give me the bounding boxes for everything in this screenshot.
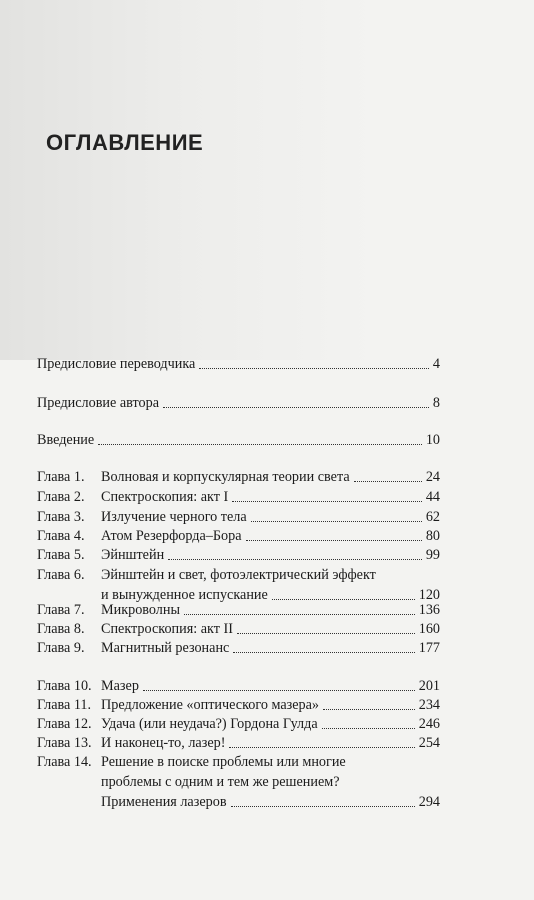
chapter-page: 201 [418, 678, 440, 694]
leader-dots [168, 558, 422, 560]
leader-dots [323, 708, 415, 710]
leader-dots [163, 406, 429, 408]
chapter-title-line-2: и вынужденное испускание [101, 587, 268, 603]
chapter-label: Глава 12. [37, 716, 92, 732]
chapter-label: Глава 1. [37, 469, 85, 485]
chapter-label: Глава 2. [37, 489, 85, 505]
toc-chapter-12[interactable] [37, 715, 440, 734]
chapter-title-line-1: Эйнштейн и свет, фотоэлектрический эффект [101, 567, 376, 583]
leader-dots [231, 805, 415, 807]
toc-entry-author-preface[interactable] [37, 394, 440, 413]
chapter-title: И наконец-то, лазер! [101, 735, 226, 751]
chapter-label: Глава 7. [37, 602, 85, 618]
chapter-label: Глава 8. [37, 621, 85, 637]
leader-dots [322, 727, 415, 729]
toc-chapter-5[interactable] [37, 546, 440, 565]
toc-chapter-2[interactable] [37, 488, 440, 507]
chapter-title: Излучение черного тела [101, 509, 247, 525]
chapter-title-line-1: Решение в поиске проблемы или многие [101, 754, 346, 770]
chapter-title-line-3: Применения лазеров [101, 794, 227, 810]
chapter-page: 160 [418, 621, 440, 637]
toc-entry-introduction[interactable] [37, 431, 440, 450]
chapter-label: Глава 4. [37, 528, 85, 544]
leader-dots [98, 443, 422, 445]
toc-chapter-13[interactable] [37, 734, 440, 753]
chapter-label: Глава 10. [37, 678, 92, 694]
chapter-label: Глава 14. [37, 754, 92, 770]
chapter-label: Глава 13. [37, 735, 92, 751]
toc-entry-page: 4 [432, 356, 440, 372]
chapter-label: Глава 9. [37, 640, 85, 656]
chapter-label: Глава 3. [37, 509, 85, 525]
toc-chapter-11[interactable] [37, 696, 440, 715]
leader-dots [229, 746, 414, 748]
leader-dots [233, 651, 414, 653]
toc-chapter-4[interactable] [37, 527, 440, 546]
chapter-page: 44 [425, 489, 440, 505]
chapter-page: 62 [425, 509, 440, 525]
chapter-page: 294 [418, 794, 440, 810]
chapter-title: Эйнштейн [101, 547, 165, 563]
toc-entry-translator-preface[interactable] [37, 355, 440, 374]
leader-dots [184, 613, 415, 615]
chapter-label: Глава 6. [37, 567, 85, 583]
toc-chapter-3[interactable] [37, 508, 440, 527]
chapter-title-line-2: проблемы с одним и тем же решением? [101, 774, 340, 790]
leader-dots [232, 500, 422, 502]
chapter-page: 136 [418, 602, 440, 618]
toc-entry-title: Предисловие переводчика [37, 356, 196, 372]
chapter-title: Микроволны [101, 602, 181, 618]
chapter-page: 254 [418, 735, 440, 751]
chapter-title: Волновая и корпускулярная теории света [101, 469, 350, 485]
chapter-title: Спектроскопия: акт I [101, 489, 229, 505]
chapter-page: 120 [418, 587, 440, 603]
leader-dots [199, 367, 429, 369]
chapter-title: Мазер [101, 678, 139, 694]
toc-chapter-9[interactable] [37, 639, 440, 658]
toc-chapter-10[interactable] [37, 677, 440, 696]
show-through-background [0, 0, 534, 360]
chapter-page: 177 [418, 640, 440, 656]
chapter-page: 246 [418, 716, 440, 732]
chapter-page: 234 [418, 697, 440, 713]
chapter-title: Удача (или неудача?) Гордона Гулда [101, 716, 318, 732]
page-title: ОГЛАВЛЕНИЕ [46, 130, 204, 155]
toc-entry-page: 8 [432, 395, 440, 411]
chapter-page: 80 [425, 528, 440, 544]
leader-dots [251, 520, 422, 522]
toc-chapter-8[interactable] [37, 620, 440, 639]
leader-dots [143, 689, 415, 691]
chapter-title: Спектроскопия: акт II [101, 621, 233, 637]
leader-dots [354, 480, 422, 482]
chapter-page: 99 [425, 547, 440, 563]
chapter-page: 24 [425, 469, 440, 485]
leader-dots [246, 539, 422, 541]
toc-chapter-6[interactable] [37, 565, 440, 605]
toc-entry-page: 10 [425, 432, 440, 448]
chapter-label: Глава 11. [37, 697, 92, 713]
toc-chapter-7[interactable] [37, 601, 440, 620]
leader-dots [272, 598, 415, 600]
chapter-title: Магнитный резонанс [101, 640, 230, 656]
chapter-label: Глава 5. [37, 547, 85, 563]
toc-chapter-1[interactable] [37, 468, 440, 487]
toc-chapter-14[interactable] [37, 752, 440, 812]
leader-dots [237, 632, 415, 634]
chapter-title: Предложение «оптического мазера» [101, 697, 320, 713]
chapter-title: Атом Резерфорда–Бора [101, 528, 242, 544]
toc-entry-title: Предисловие автора [37, 395, 160, 411]
toc-entry-title: Введение [37, 432, 95, 448]
